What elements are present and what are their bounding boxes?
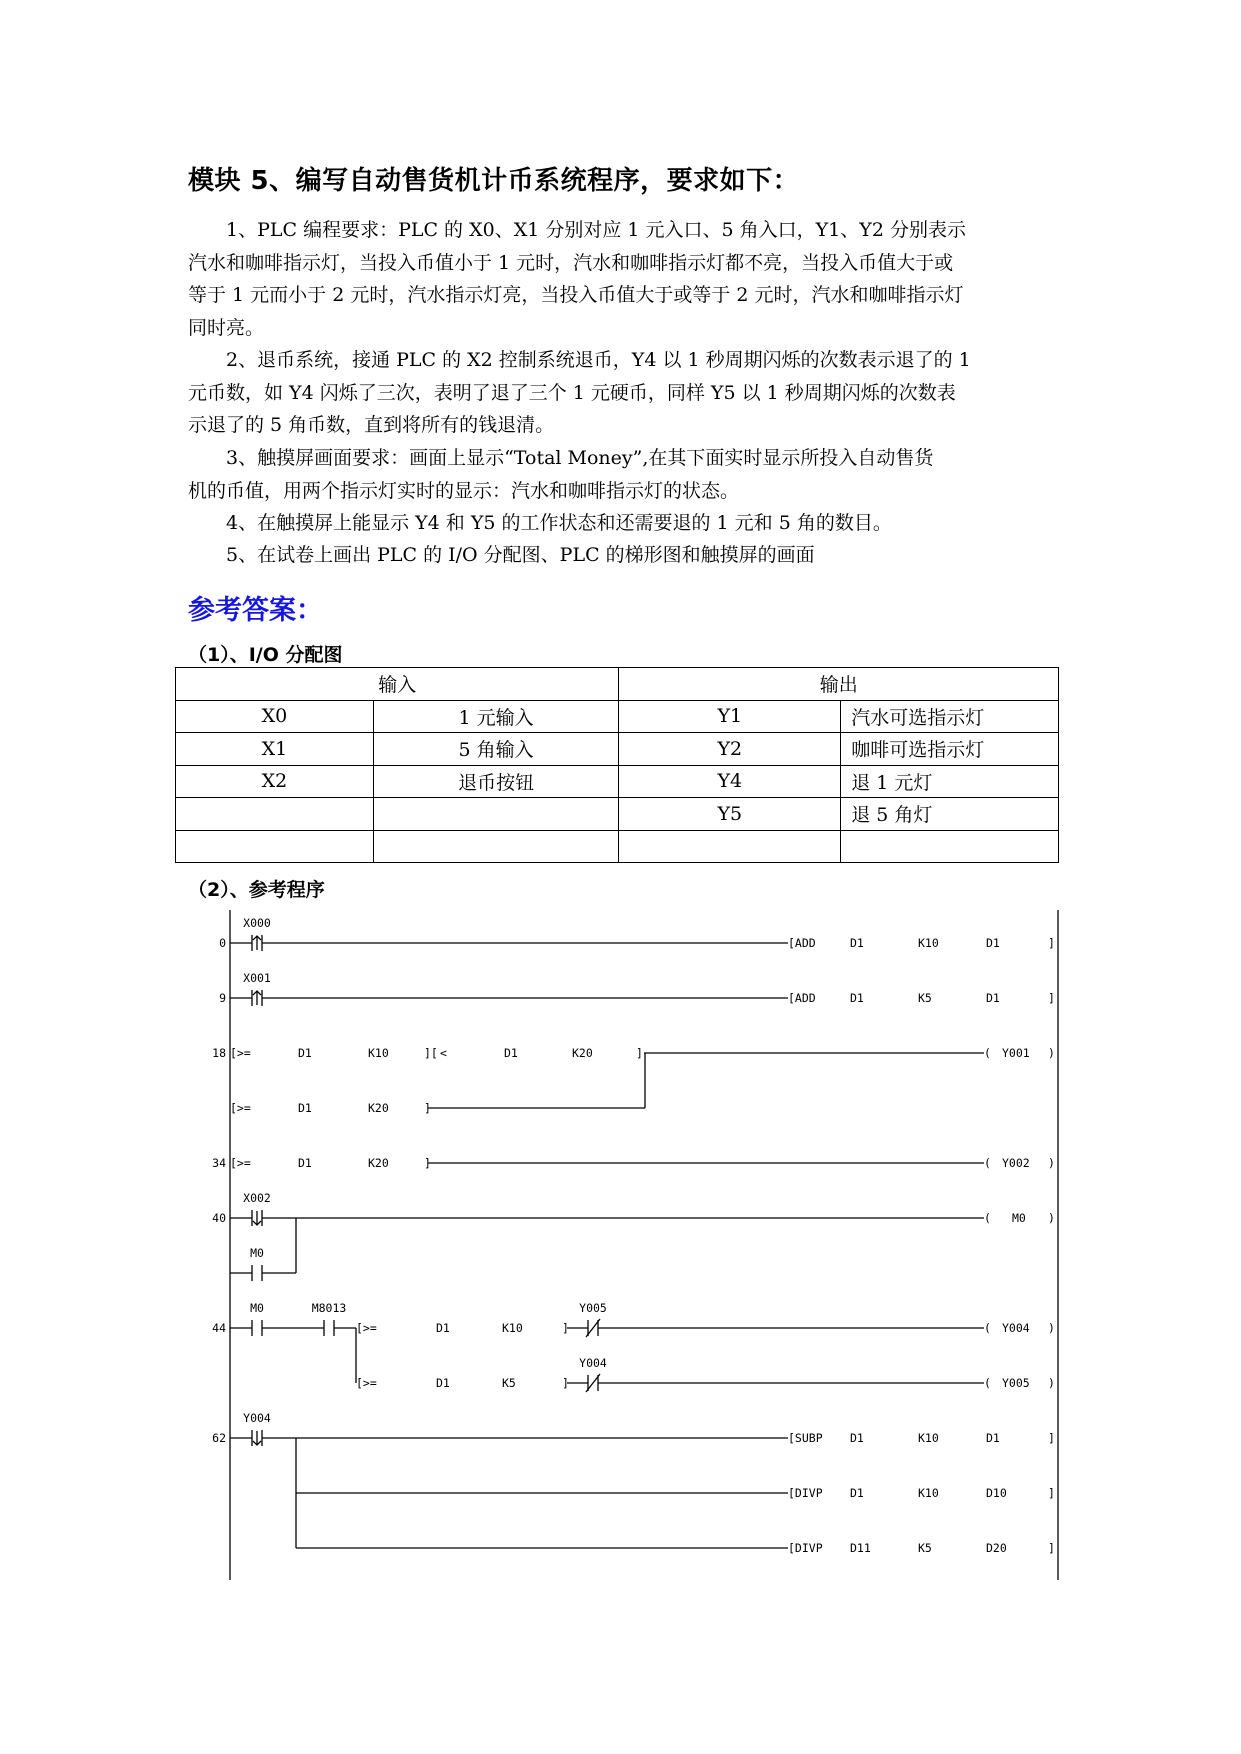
compare-op: [>=	[356, 1376, 377, 1390]
coil-bracket-right: )	[1048, 1156, 1055, 1170]
instruction-op: [DIVP	[788, 1486, 823, 1500]
step-number: 18	[212, 1046, 226, 1060]
table-cell: Y4	[619, 765, 841, 798]
contact-label: X000	[243, 916, 271, 930]
instruction-operand: K10	[918, 936, 939, 950]
ladder-diagram	[190, 905, 1070, 1585]
table-cell: 5 角输入	[373, 733, 619, 766]
table-cell	[176, 798, 374, 831]
contact-label: X001	[243, 971, 271, 985]
coil-bracket-right: )	[1048, 1046, 1055, 1060]
compare-op: [>=	[230, 1101, 251, 1115]
compare-op: [>=	[230, 1156, 251, 1170]
table-cell: Y2	[619, 733, 841, 766]
requirement-3	[188, 442, 1058, 507]
instruction-bracket: ]	[1048, 936, 1055, 950]
table-cell	[176, 830, 374, 863]
compare-operand: D1	[436, 1321, 450, 1335]
instruction-operand: K5	[918, 1541, 932, 1555]
table-cell	[841, 830, 1059, 863]
instruction-operand: K5	[918, 991, 932, 1005]
instruction-op: [DIVP	[788, 1541, 823, 1555]
instruction-operand: D20	[986, 1541, 1007, 1555]
compare-operand: K5	[502, 1376, 516, 1390]
compare-operand: D1	[298, 1101, 312, 1115]
instruction-bracket: ]	[1048, 1486, 1055, 1500]
requirement-line: 示退了的 5 角币数，直到将所有的钱退清。	[188, 414, 555, 436]
compare-op: <	[440, 1046, 447, 1060]
instruction-operand: D1	[986, 936, 1000, 950]
program-title: （2）、参考程序	[188, 879, 325, 901]
table-row	[176, 733, 1059, 766]
coil-bracket-left: (	[984, 1156, 991, 1170]
coil-bracket-left: (	[984, 1376, 991, 1390]
requirement-line: 等于 1 元而小于 2 元时，汽水指示灯亮，当投入币值大于或等于 2 元时，汽水和咖啡指示灯	[188, 284, 964, 306]
coil-label: Y005	[1002, 1376, 1030, 1390]
requirement-5	[188, 539, 1058, 572]
compare-bracket: ]	[562, 1321, 569, 1335]
contact-label: M0	[250, 1301, 264, 1315]
table-header-row	[176, 668, 1059, 701]
instruction-operand: D1	[850, 1486, 864, 1500]
coil-label: M0	[1012, 1211, 1026, 1225]
step-number: 0	[219, 936, 226, 950]
table-cell	[373, 798, 619, 831]
table-cell	[373, 830, 619, 863]
coil-bracket-left: (	[984, 1046, 991, 1060]
io-allocation-table	[175, 667, 1059, 863]
compare-bracket: ]	[424, 1156, 431, 1170]
table-cell: 1 元输入	[373, 700, 619, 733]
requirement-2	[188, 344, 1058, 442]
coil-bracket-left: (	[984, 1211, 991, 1225]
compare-bracket: ]	[562, 1376, 569, 1390]
coil-label: Y004	[1002, 1321, 1030, 1335]
table-cell: 汽水可选指示灯	[841, 700, 1059, 733]
contact-label: Y005	[579, 1301, 607, 1315]
requirement-line: 元币数，如 Y4 闪烁了三次，表明了退了三个 1 元硬币，同样 Y5 以 1 秒周期闪烁的次数表	[188, 381, 956, 404]
instruction-operand: D1	[850, 991, 864, 1005]
step-number: 62	[212, 1431, 226, 1445]
compare-bracket: ]	[636, 1046, 643, 1060]
compare-operand: K20	[368, 1101, 389, 1115]
compare-op: [>=	[230, 1046, 251, 1060]
compare-operand: D1	[298, 1046, 312, 1060]
contact-label: M8013	[311, 1301, 347, 1315]
contact-label: X002	[243, 1191, 271, 1205]
instruction-operand: D1	[850, 936, 864, 950]
compare-operand: K10	[502, 1321, 523, 1335]
table-cell: 退币按钮	[373, 765, 619, 798]
instruction-op: [SUBP	[788, 1431, 823, 1445]
instruction-op: [ADD	[788, 991, 816, 1005]
compare-operand: D1	[504, 1046, 518, 1060]
requirement-line: 3、触摸屏画面要求：画面上显示“Total Money”,在其下面实时显示所投入自动售货	[226, 447, 934, 469]
coil-bracket-right: )	[1048, 1376, 1055, 1390]
table-cell: 退 5 角灯	[841, 798, 1059, 831]
requirement-line: 机的币值，用两个指示灯实时的显示：汽水和咖啡指示灯的状态。	[188, 479, 740, 502]
instruction-op: [ADD	[788, 936, 816, 950]
instruction-bracket: ]	[1048, 1541, 1055, 1555]
requirement-4	[188, 507, 1058, 540]
instruction-operand: D10	[986, 1486, 1007, 1500]
requirement-line: 4、在触摸屏上能显示 Y4 和 Y5 的工作状态和还需要退的 1 元和 5 角的数目。	[226, 512, 892, 534]
compare-bracket: ]	[424, 1101, 431, 1115]
contact-label: M0	[250, 1246, 264, 1260]
compare-bracket: ][	[424, 1046, 438, 1060]
table-cell	[619, 830, 841, 863]
instruction-operand: D1	[986, 991, 1000, 1005]
answer-title: 参考答案：	[188, 595, 323, 626]
requirement-line: 5、在试卷上画出 PLC 的 I/O 分配图、PLC 的梯形图和触摸屏的画面	[226, 544, 815, 566]
compare-operand: D1	[436, 1376, 450, 1390]
step-number: 34	[212, 1156, 226, 1170]
input-header: 输入	[176, 668, 619, 701]
table-cell: X0	[176, 700, 374, 733]
table-cell: 咖啡可选指示灯	[841, 733, 1059, 766]
requirement-1	[188, 214, 1058, 344]
requirement-line: 汽水和咖啡指示灯，当投入币值小于 1 元时，汽水和咖啡指示灯都不亮，当投入币值大于或	[188, 251, 954, 274]
instruction-operand: D1	[986, 1431, 1000, 1445]
compare-operand: K10	[368, 1046, 389, 1060]
compare-op: [>=	[356, 1321, 377, 1335]
table-row	[176, 798, 1059, 831]
instruction-bracket: ]	[1048, 1431, 1055, 1445]
output-header: 输出	[619, 668, 1059, 701]
contact-label: Y004	[243, 1411, 271, 1425]
table-cell: Y1	[619, 700, 841, 733]
table-cell: X1	[176, 733, 374, 766]
coil-bracket-right: )	[1048, 1211, 1055, 1225]
requirement-line: 2、退币系统，接通 PLC 的 X2 控制系统退币，Y4 以 1 秒周期闪烁的次数表示退了的 1	[226, 349, 971, 371]
coil-bracket-right: )	[1048, 1321, 1055, 1335]
compare-operand: D1	[298, 1156, 312, 1170]
instruction-operand: K10	[918, 1486, 939, 1500]
io-title: （1）、I/O 分配图	[188, 644, 343, 666]
contact-label: Y004	[579, 1356, 607, 1370]
compare-operand: K20	[572, 1046, 593, 1060]
table-row	[176, 830, 1059, 863]
requirement-line: 同时亮。	[188, 316, 265, 339]
instruction-operand: D1	[850, 1431, 864, 1445]
coil-label: Y002	[1002, 1156, 1030, 1170]
coil-label: Y001	[1002, 1046, 1030, 1060]
step-number: 44	[212, 1321, 226, 1335]
table-cell: 退 1 元灯	[841, 765, 1059, 798]
instruction-operand: K10	[918, 1431, 939, 1445]
instruction-bracket: ]	[1048, 991, 1055, 1005]
compare-operand: K20	[368, 1156, 389, 1170]
table-cell: X2	[176, 765, 374, 798]
coil-bracket-left: (	[984, 1321, 991, 1335]
table-row	[176, 700, 1059, 733]
table-cell: Y5	[619, 798, 841, 831]
instruction-operand: D11	[850, 1541, 871, 1555]
module-heading: 模块 5、编写自动售货机计币系统程序，要求如下：	[188, 166, 800, 196]
table-row	[176, 765, 1059, 798]
requirement-line: 1、PLC 编程要求：PLC 的 X0、X1 分别对应 1 元入口、5 角入口，Y1、Y2 分别表示	[226, 219, 966, 241]
step-number: 40	[212, 1211, 226, 1225]
step-number: 9	[219, 991, 226, 1005]
